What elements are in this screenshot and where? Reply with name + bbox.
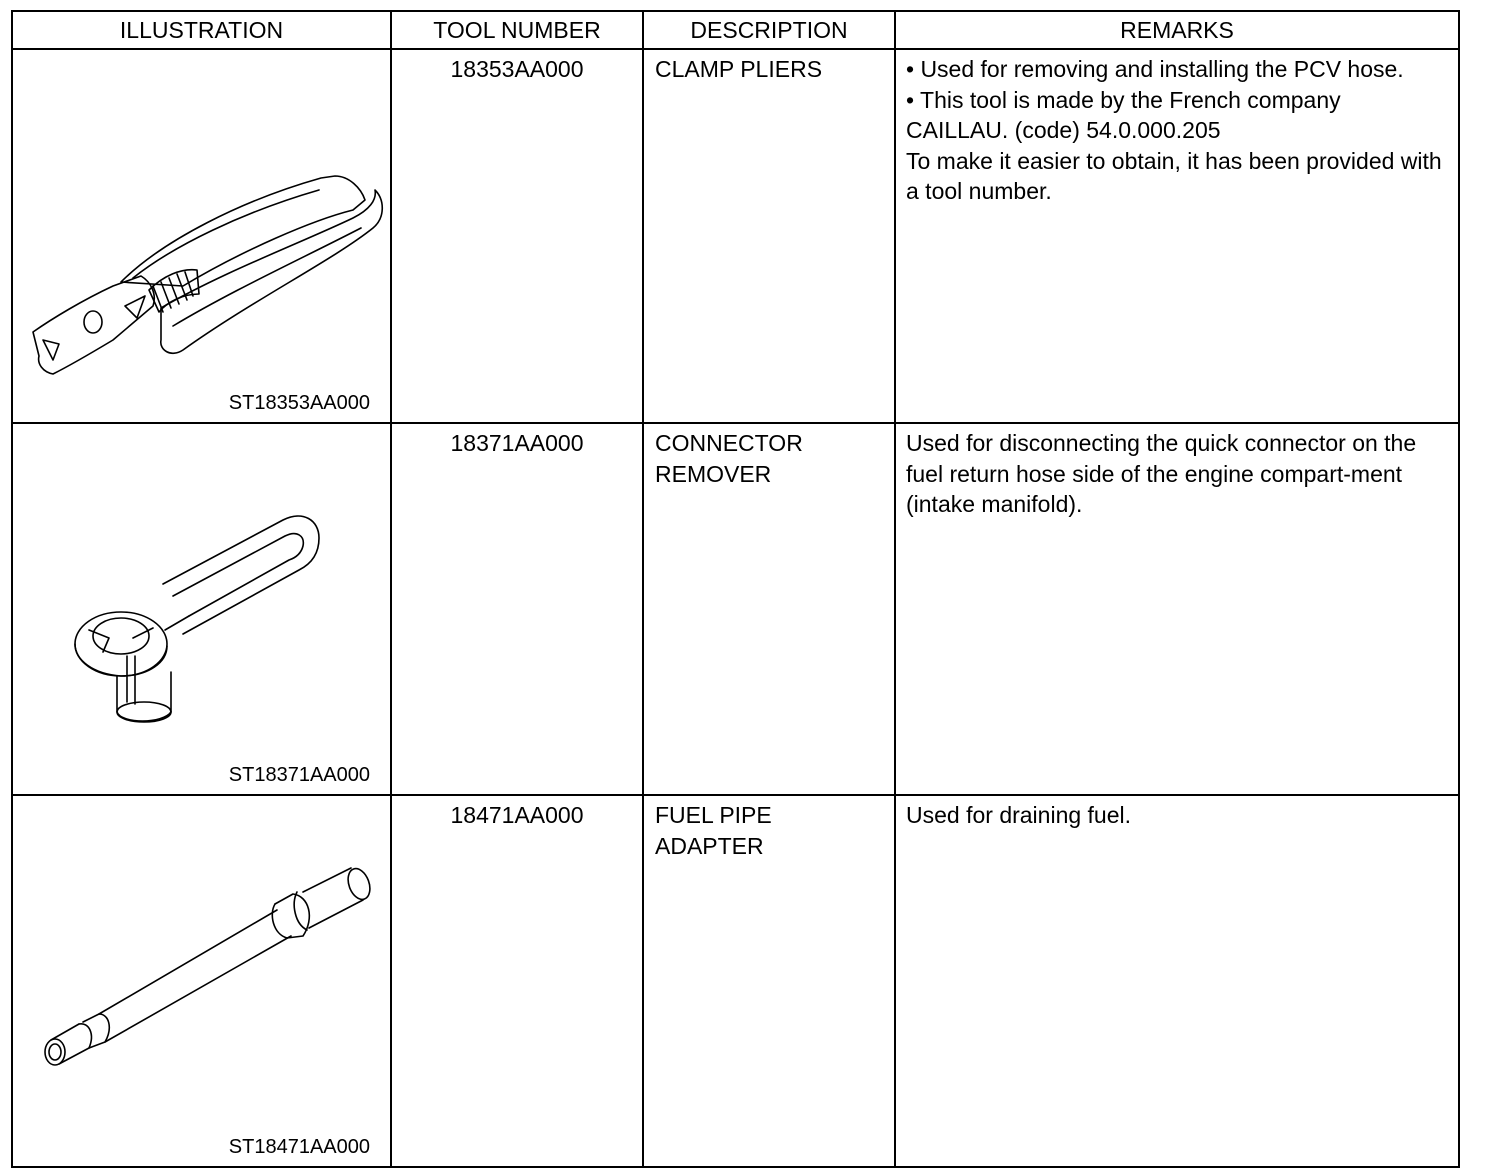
remarks-cell <box>895 423 1459 795</box>
illustration-cell <box>12 49 391 423</box>
header-illustration: ILLUSTRATION <box>12 11 391 49</box>
clamp-pliers-icon <box>13 50 392 418</box>
remark-line: Used for disconnecting the quick connector on the fuel return hose side of the engine compart-ment (intake manifold). <box>906 430 1417 517</box>
header-remarks: REMARKS <box>895 11 1459 49</box>
remarks-cell <box>895 795 1459 1167</box>
description-cell: CLAMP PLIERS <box>643 49 895 423</box>
description-cell: FUEL PIPE ADAPTER <box>643 795 895 1167</box>
remarks-cell <box>895 49 1459 423</box>
illustration-cell <box>12 423 391 795</box>
remark-line: Used for draining fuel. <box>906 802 1132 828</box>
fuel-pipe-adapter-icon <box>13 796 392 1162</box>
table-row <box>12 423 1459 795</box>
table-row <box>12 795 1459 1167</box>
illustration-code: ST18371AA000 <box>228 764 370 786</box>
tool-number-cell: 18471AA000 <box>391 795 643 1167</box>
header-tool-number: TOOL NUMBER <box>391 11 643 49</box>
connector-remover-icon <box>13 424 392 790</box>
tool-number-cell: 18371AA000 <box>391 423 643 795</box>
header-row <box>12 11 1459 49</box>
remark-line: To make it easier to obtain, it has been provided with a tool number. <box>906 147 1442 204</box>
special-tools-table <box>11 10 1460 1168</box>
illustration-code: ST18353AA000 <box>228 392 370 414</box>
description-cell: CONNECTOR REMOVER <box>643 423 895 795</box>
illustration-code: ST18471AA000 <box>228 1136 370 1158</box>
remark-line: • Used for removing and installing the PCV hose. <box>906 56 1404 82</box>
illustration-cell <box>12 795 391 1167</box>
header-description: DESCRIPTION <box>643 11 895 49</box>
tool-number-cell: 18353AA000 <box>391 49 643 423</box>
table-row <box>12 49 1459 423</box>
remark-line: • This tool is made by the French company CAILLAU. (code) 54.0.000.205 <box>906 86 1341 143</box>
